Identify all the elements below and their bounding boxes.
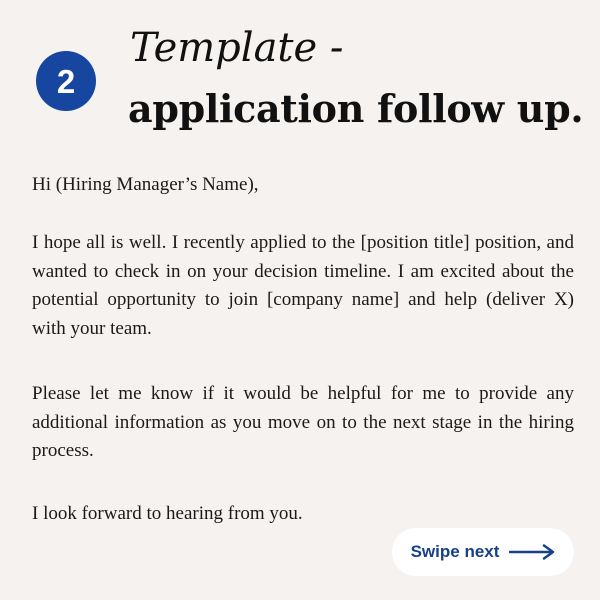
letter-closing: I look forward to hearing from you. (32, 503, 303, 524)
letter-greeting: Hi (Hiring Manager’s Name), (32, 174, 259, 195)
step-number: 2 (56, 62, 76, 100)
step-number-badge (36, 51, 96, 111)
arrow-right-icon (509, 544, 555, 560)
page-title-line1: Template - (130, 25, 344, 71)
page-title-line2: application follow up. (128, 86, 584, 131)
swipe-next-label: Swipe next (410, 542, 500, 561)
letter-paragraph-1: I hope all is well. I recently applied to the [position title] position, and wanted to check in on your decision timeline. I am excited about the potential opportunity to join [company name] and help (deliver X) with your team. (32, 232, 574, 340)
letter-paragraph-2: Please let me know if it would be helpful for me to provide any additional information as you move on to the next stage in the hiring process. (32, 383, 574, 462)
swipe-next-button[interactable] (392, 528, 574, 576)
